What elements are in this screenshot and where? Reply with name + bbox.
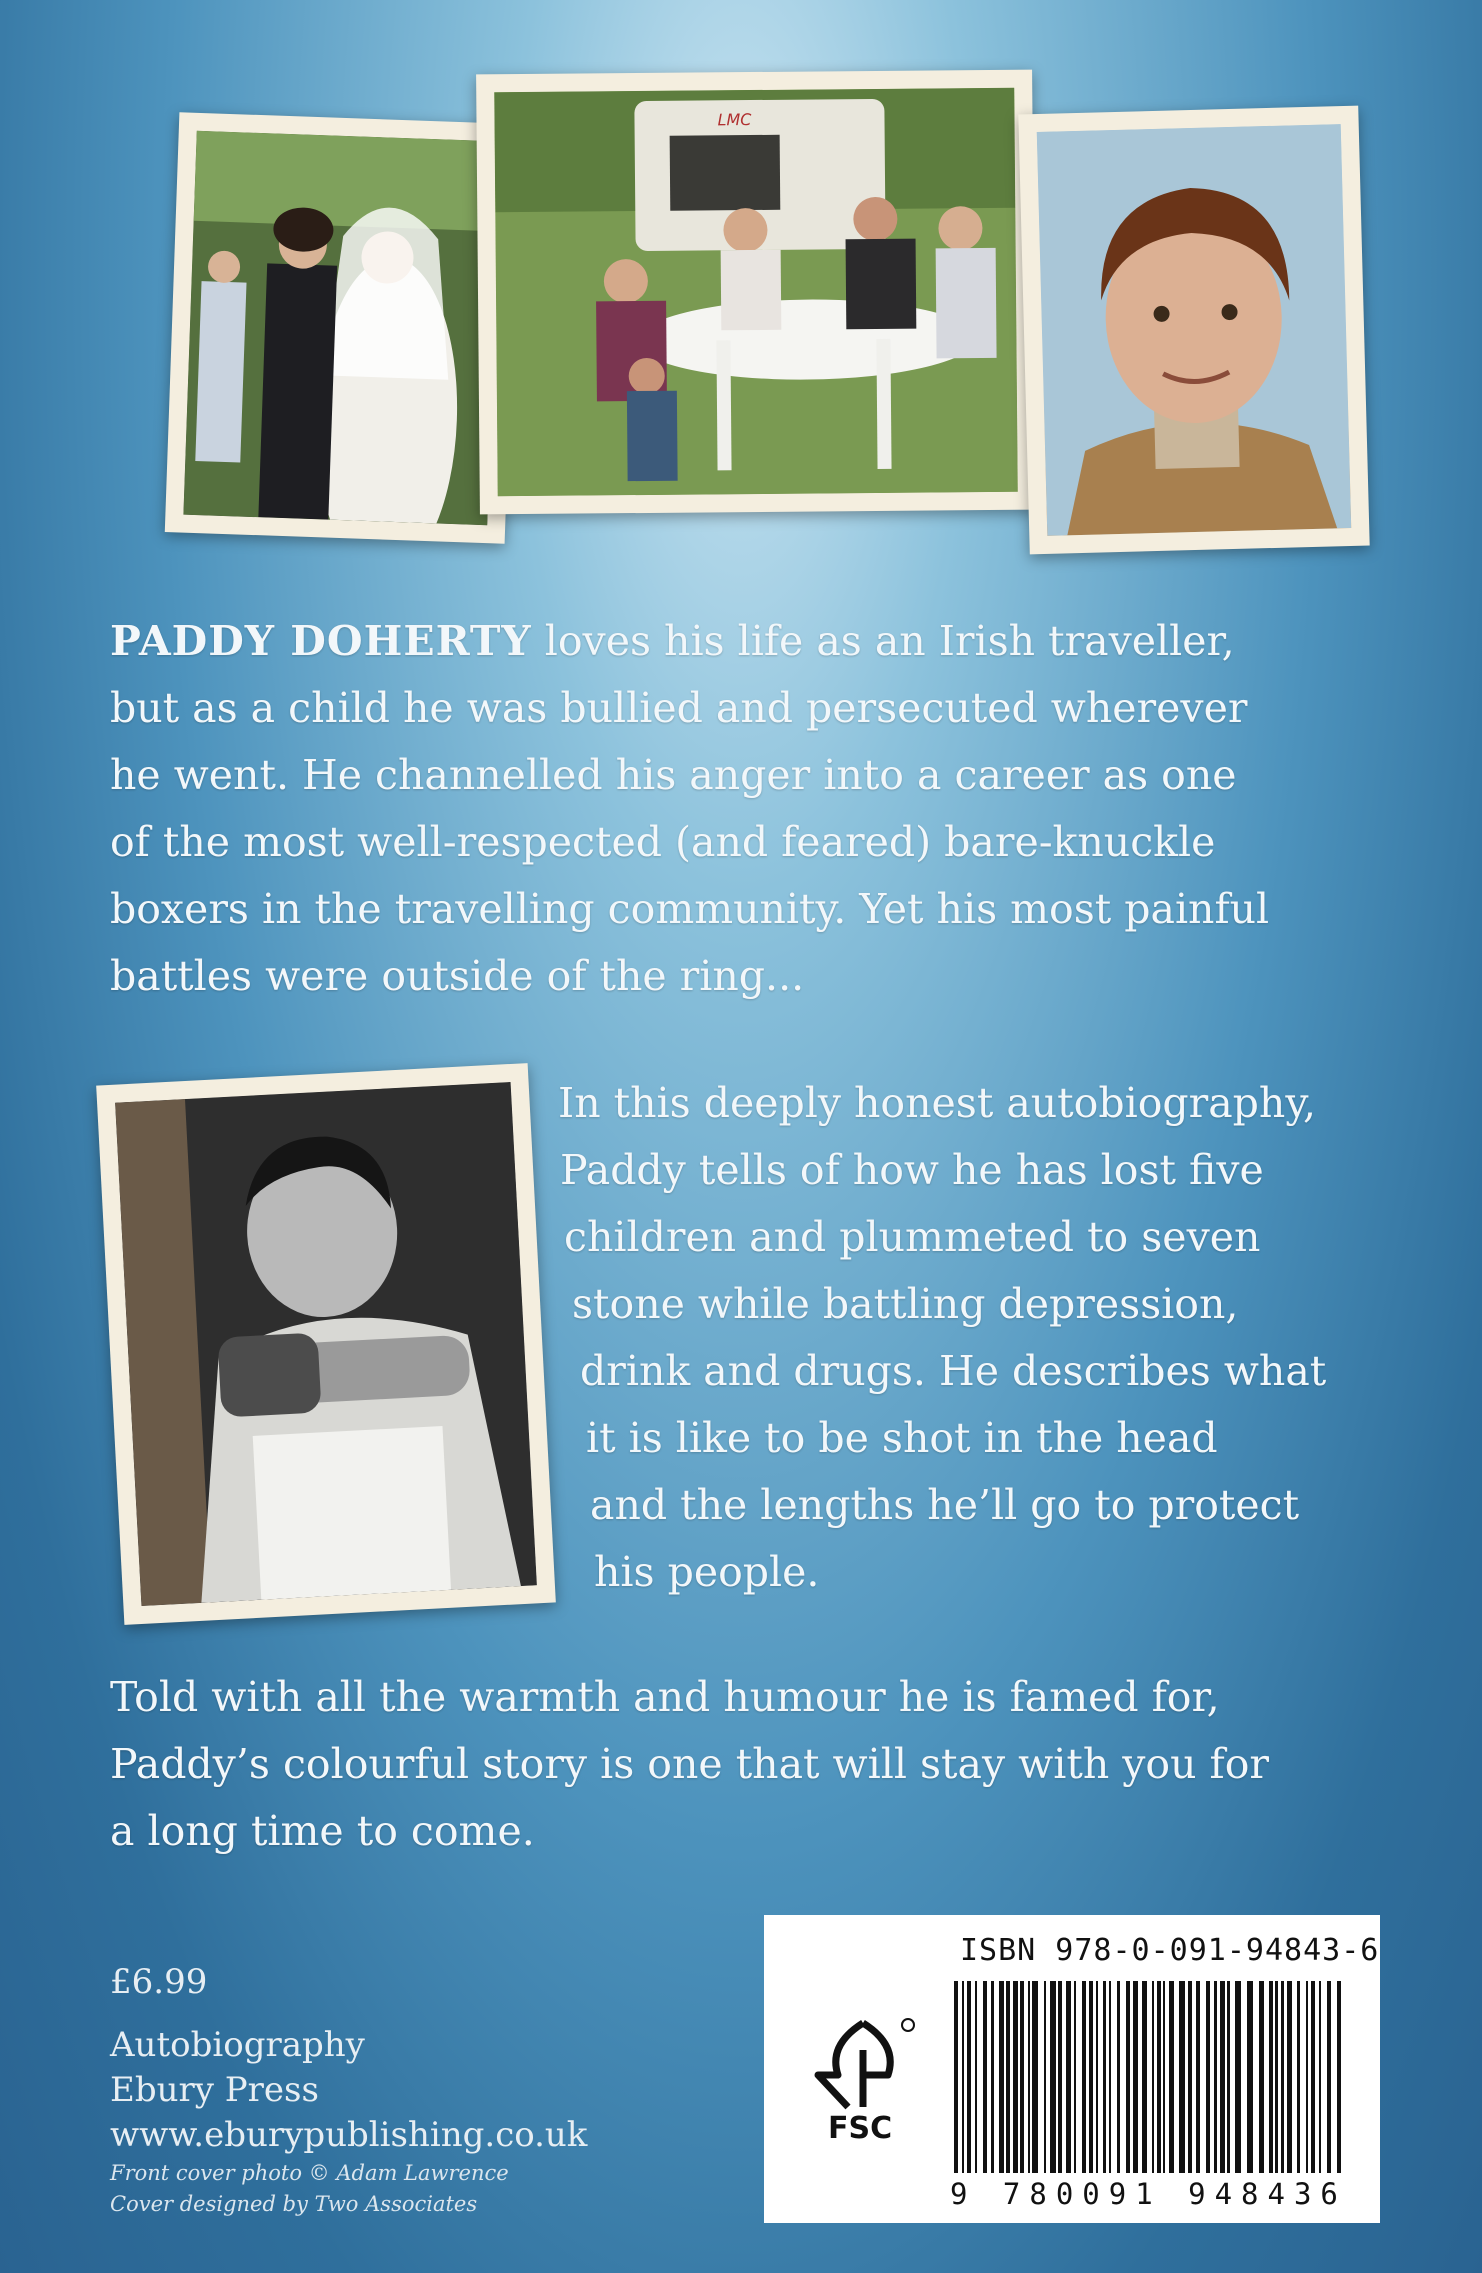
blurb-closing-line: Paddy’s colourful story is one that will stay with you for bbox=[110, 1740, 1270, 1788]
caravan-photo bbox=[476, 70, 1036, 515]
fsc-tree-icon bbox=[808, 2015, 918, 2115]
barcode-bar bbox=[1032, 1981, 1038, 2173]
barcode-bar bbox=[1109, 1981, 1111, 2173]
publisher-website: www.eburypublishing.co.uk bbox=[110, 2115, 588, 2155]
caravan-label: LMC bbox=[717, 110, 752, 130]
barcode-bar bbox=[954, 1981, 958, 2173]
blurb-closing bbox=[110, 1664, 1400, 1865]
blurb-intro-line: of the most well-respected (and feared) bare-knuckle bbox=[110, 818, 1216, 866]
boy-portrait-photo bbox=[1018, 106, 1369, 555]
barcode-bar bbox=[1306, 1981, 1308, 2173]
barcode-bar bbox=[1327, 1981, 1331, 2173]
barcode-bar bbox=[1103, 1981, 1106, 2173]
barcode-bar bbox=[1220, 1981, 1225, 2173]
barcode-bar bbox=[1259, 1981, 1264, 2173]
barcode-bar bbox=[1142, 1981, 1147, 2173]
barcode-bar bbox=[1287, 1981, 1292, 2173]
barcode-bar bbox=[999, 1981, 1004, 2173]
barcode-bar bbox=[1020, 1981, 1024, 2173]
barcode-bar bbox=[1013, 1981, 1018, 2173]
barcode-bar bbox=[962, 1981, 964, 2173]
barcode-bar bbox=[1066, 1981, 1071, 2173]
boxer-photo bbox=[96, 1063, 556, 1625]
fsc-label: FSC bbox=[828, 2111, 893, 2146]
wedding-photo bbox=[165, 112, 519, 544]
publisher-name: Ebury Press bbox=[110, 2070, 319, 2110]
blurb-intro-line: he went. He channelled his anger into a career as one bbox=[110, 751, 1237, 799]
barcode-box bbox=[764, 1915, 1380, 2223]
blurb-middle-line: In this deeply honest autobiography, bbox=[558, 1079, 1317, 1127]
barcode-bar bbox=[1281, 1981, 1284, 2173]
barcode-bar bbox=[983, 1981, 987, 2173]
barcode-bar bbox=[1247, 1981, 1253, 2173]
barcode-bar bbox=[1157, 1981, 1161, 2173]
blurb-intro-text: loves his life as an Irish traveller, bbox=[531, 617, 1235, 665]
barcode-bar bbox=[1074, 1981, 1076, 2173]
blurb-middle-line: Paddy tells of how he has lost five bbox=[560, 1146, 1264, 1194]
barcode-bar bbox=[1152, 1981, 1154, 2173]
publisher-info bbox=[110, 1960, 587, 2220]
barcode-bar bbox=[1169, 1981, 1174, 2173]
barcode-bar bbox=[1179, 1981, 1185, 2173]
price: £6.99 bbox=[110, 1962, 208, 2002]
barcode-bar bbox=[1028, 1981, 1030, 2173]
barcode-bar bbox=[1196, 1981, 1200, 2173]
barcode-bar bbox=[1275, 1981, 1278, 2173]
barcode-bar bbox=[1126, 1981, 1130, 2173]
blurb-middle-line: stone while battling depression, bbox=[572, 1280, 1239, 1328]
blurb-middle-line: children and plummeted to seven bbox=[564, 1213, 1261, 1261]
author-name: PADDY DOHERTY bbox=[110, 617, 532, 665]
barcode-bar bbox=[1297, 1981, 1300, 2173]
barcode-digits: 9 780091 948436 bbox=[950, 2177, 1347, 2211]
barcode-bar bbox=[1188, 1981, 1192, 2173]
blurb-middle-line: it is like to be shot in the head bbox=[586, 1414, 1218, 1462]
barcode-bar bbox=[1050, 1981, 1056, 2173]
spacer bbox=[110, 2005, 587, 2023]
barcode-bars bbox=[950, 1981, 1350, 2173]
blurb-closing-line: a long time to come. bbox=[110, 1807, 535, 1855]
barcode-bar bbox=[1163, 1981, 1165, 2173]
barcode-bar bbox=[1235, 1981, 1241, 2173]
barcode-bar bbox=[1006, 1981, 1010, 2173]
barcode-bar bbox=[1227, 1981, 1230, 2173]
barcode-bar bbox=[1096, 1981, 1098, 2173]
barcode-bar bbox=[1214, 1981, 1217, 2173]
barcode-bar bbox=[1089, 1981, 1093, 2173]
barcode-bar bbox=[1058, 1981, 1062, 2173]
barcode-bar bbox=[1269, 1981, 1273, 2173]
barcode-bar bbox=[1044, 1981, 1046, 2173]
barcode-bar bbox=[1117, 1981, 1120, 2173]
barcode-bar bbox=[1337, 1981, 1341, 2173]
blurb-intro-line: battles were outside of the ring... bbox=[110, 952, 805, 1000]
blurb-intro bbox=[110, 608, 1400, 1010]
blurb-middle-line: and the lengths he’ll go to protect bbox=[590, 1481, 1300, 1529]
barcode-bar bbox=[975, 1981, 977, 2173]
blurb-middle-line: drink and drugs. He describes what bbox=[580, 1347, 1327, 1395]
barcode-bar bbox=[1311, 1981, 1315, 2173]
barcode-bar bbox=[1133, 1981, 1138, 2173]
barcode-bar bbox=[1082, 1981, 1086, 2173]
blurb-middle-line: his people. bbox=[594, 1548, 820, 1596]
blurb-intro-line: boxers in the travelling community. Yet his most painful bbox=[110, 885, 1270, 933]
blurb-intro-line: but as a child he was bullied and persecuted wherever bbox=[110, 684, 1248, 732]
barcode-bar bbox=[967, 1981, 971, 2173]
blurb-middle bbox=[558, 1070, 1418, 1606]
genre: Autobiography bbox=[110, 2025, 365, 2065]
barcode-bar bbox=[1206, 1981, 1210, 2173]
blurb-closing-line: Told with all the warmth and humour he is famed for, bbox=[110, 1673, 1220, 1721]
design-credit: Cover designed by Two Associates bbox=[110, 2192, 478, 2216]
barcode-bar bbox=[1319, 1981, 1321, 2173]
barcode-bar bbox=[991, 1981, 994, 2173]
blurb-intro-line bbox=[110, 608, 1400, 675]
isbn-label: ISBN 978-0-091-94843-6 bbox=[960, 1933, 1380, 1968]
photo-credit: Front cover photo © Adam Lawrence bbox=[110, 2161, 509, 2185]
